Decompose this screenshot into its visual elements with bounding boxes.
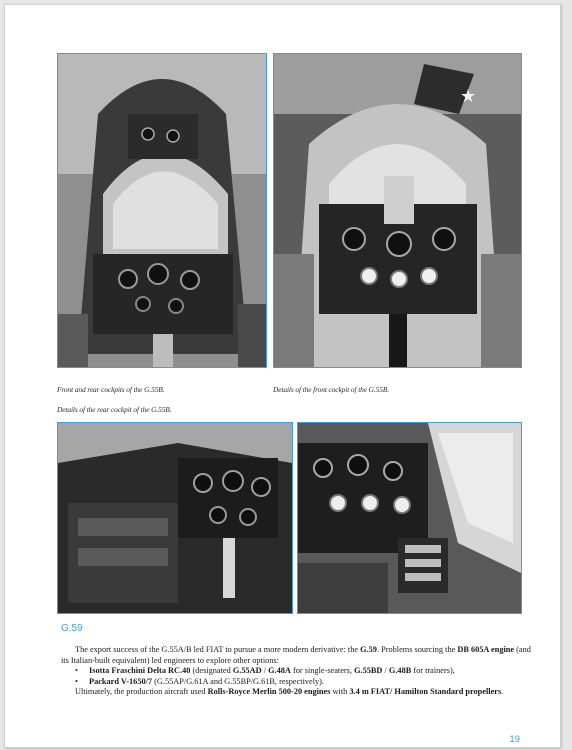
bullet-icon: • (75, 666, 78, 676)
engine-name-packard: Packard V-1650/7 (89, 676, 153, 686)
caption-rear-cockpit-details: Details of the rear cockpit of the G.55B. (57, 405, 172, 414)
intro-text-1: The export success of the G.55A/B led FIAT to pursue a more modern derivative: the (75, 645, 361, 654)
closing-paragraph (61, 687, 531, 698)
list-text: (designated (190, 666, 233, 676)
front-and-rear-cockpits-image (58, 54, 266, 367)
caption-front-and-rear-cockpits: Front and rear cockpits of the G.55B. (57, 385, 165, 394)
front-and-rear-cockpits-photo (57, 53, 267, 368)
body-text (61, 645, 531, 698)
list-item-isotta-fraschini (61, 666, 531, 677)
engine-options-list (61, 666, 531, 687)
closing-bold-2: 3.4 m FIAT/ Hamilton Standard propellers (349, 687, 502, 697)
star-insignia-icon: ★ (460, 86, 477, 107)
list-text: (G.55AP/G.61A and G.55BP/G.61B, respectively). (152, 676, 324, 686)
intro-bold-1: G.59 (360, 645, 377, 654)
rear-cockpit-left-image (58, 423, 292, 613)
book-page (4, 4, 561, 748)
list-text: for single-seaters, (290, 666, 355, 676)
intro-text-2: . Problems sourcing the (376, 645, 458, 654)
list-text: for trainers), (411, 666, 455, 676)
section-heading: G.59 (61, 623, 83, 634)
page-number: 19 (509, 734, 520, 745)
designation-g55bd: G.55BD (354, 666, 383, 676)
designation-g48a: G.48A (268, 666, 291, 676)
closing-text-3: . (501, 687, 504, 697)
engine-name-isotta: Isotta Fraschini Delta RC.40 (89, 666, 191, 676)
bullet-icon: • (75, 676, 78, 686)
intro-bold-2: DB 605A engine (457, 645, 515, 654)
designation-g48b: G.48B (388, 666, 412, 676)
rear-cockpit-details-photo-left (57, 422, 293, 614)
rear-cockpit-details-photo-right (297, 422, 522, 614)
front-cockpit-details-photo (273, 53, 522, 368)
closing-text-2: with (330, 687, 350, 697)
intro-paragraph (61, 645, 531, 666)
rear-cockpit-right-image (298, 423, 521, 613)
caption-front-cockpit-details: Details of the front cockpit of the G.55B. (273, 385, 390, 394)
intro-text-3: (and its Italian-built equivalent) led engineers to explore other options: (61, 645, 531, 665)
list-text: / (382, 666, 389, 676)
list-item-packard (61, 677, 531, 688)
front-cockpit-details-image (274, 54, 521, 367)
designation-g55ad: G.55AD (232, 666, 262, 676)
closing-bold-1: Rolls-Royce Merlin 500-20 engines (207, 687, 331, 697)
closing-text-1: Ultimately, the production aircraft used (75, 687, 208, 697)
list-text: / (261, 666, 269, 676)
